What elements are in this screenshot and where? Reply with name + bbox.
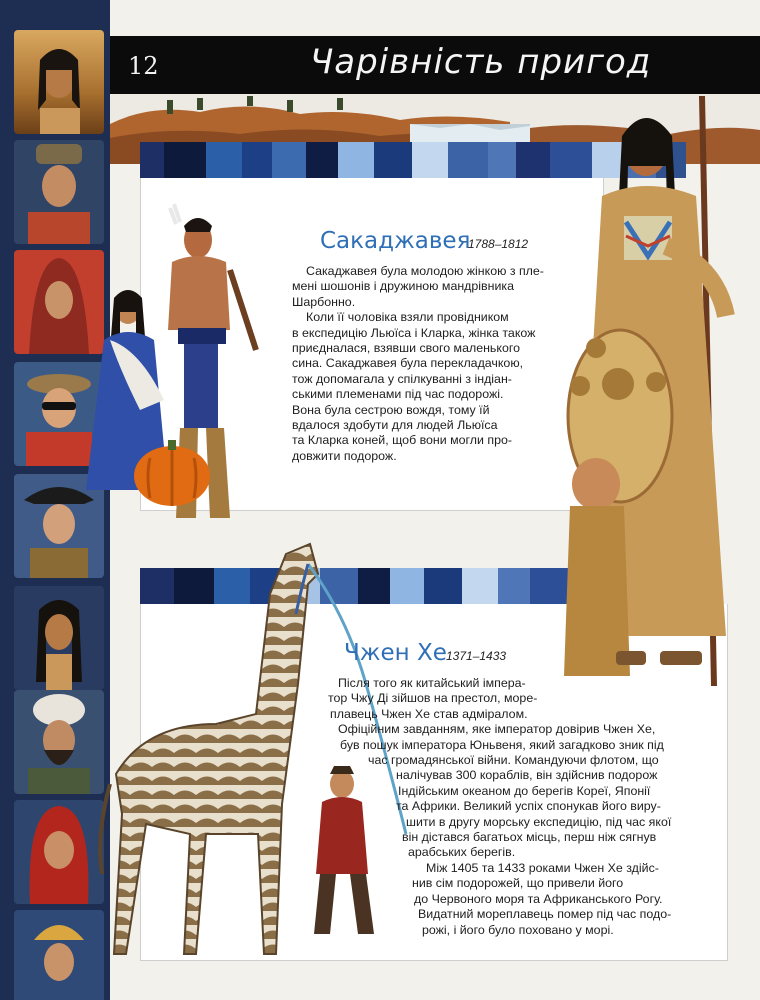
text-line: плавець Чжен Хе став адміралом. bbox=[330, 706, 528, 721]
text-line: Після того як китайський імпера- bbox=[338, 676, 526, 690]
article-dates-sacagawea: 1788–1812 bbox=[468, 237, 529, 251]
text-line: тож допомагала у спілкуванні з індіан- bbox=[292, 371, 512, 386]
text-line: Сакаджавея була молодою жінкою з пле- bbox=[306, 264, 544, 278]
text-line: мені шошонів і дружиною мандрівника bbox=[292, 279, 514, 294]
text-line: Індійським океаном до берегів Кореї, Японії bbox=[398, 783, 651, 798]
text-line: Коли її чоловіка взяли провідником bbox=[306, 310, 509, 325]
text-line: ськими племенами під час подорожі. bbox=[292, 387, 504, 402]
text-line: Між 1405 та 1433 роками Чжен Хе здійс- bbox=[426, 860, 659, 875]
text-line: вдалося здобути для людей Льюїса bbox=[292, 418, 498, 433]
article-body-zheng-he bbox=[0, 676, 760, 938]
text-line: в експедицію Льюїса і Кларка, жінка також bbox=[292, 325, 536, 340]
article-body-sacagawea bbox=[292, 264, 544, 464]
page-number: 12 bbox=[128, 52, 159, 80]
page-title: Чарівність пригод bbox=[310, 42, 652, 82]
text-line: рожі, і його було поховано у морі. bbox=[422, 922, 614, 937]
text-line: сина. Сакаджавея була перекладачкою, bbox=[292, 356, 524, 371]
text-line: нив сім подорожей, що привели його bbox=[412, 876, 624, 891]
article-heading-zheng-he: Чжен Хе bbox=[344, 640, 447, 666]
text-line: та Африки. Великий успіх спонукав його виру- bbox=[396, 799, 661, 814]
text-line: Вона була сестрою вождя, тому їй bbox=[292, 402, 490, 417]
text-line: приєдналася, взявши свого маленького bbox=[292, 341, 520, 356]
article-dates-zheng-he: 1371–1433 bbox=[446, 649, 507, 663]
text-line: Шарбонно. bbox=[292, 294, 356, 309]
text-line: Видатний мореплавець помер під час подо- bbox=[418, 907, 672, 922]
article-heading-sacagawea: Сакаджавея bbox=[320, 228, 471, 254]
text-line: тор Чжу Ді зійшов на престол, море- bbox=[328, 691, 538, 706]
text-line: до Червоного моря та Африканського Рогу. bbox=[414, 891, 663, 906]
text-line: арабських берегів. bbox=[408, 845, 516, 860]
text-line: час громадянської війни. Командуючи флотом, що bbox=[368, 753, 659, 768]
illustration-sacagawea-with-baby bbox=[556, 96, 736, 696]
text-line: та Кларка коней, щоб вони могли про- bbox=[292, 433, 513, 448]
text-line: налічував 300 кораблів, він здійснив подорож bbox=[396, 768, 658, 783]
text-line: Офіційним завданням, яке імператор довірив Чжен Хе, bbox=[338, 722, 656, 737]
text-line: був пошук імператора Юньвеня, який загадково зник під bbox=[340, 737, 664, 752]
illustration-sacagawea-group bbox=[80, 200, 270, 550]
text-line: довжити подорож. bbox=[292, 448, 397, 463]
text-line: шити в другу морську експедицію, під час якої bbox=[406, 814, 672, 829]
text-line: він дістався багатьох місць, перш ніж сягнув bbox=[402, 830, 657, 845]
portrait-native-woman bbox=[14, 30, 104, 134]
